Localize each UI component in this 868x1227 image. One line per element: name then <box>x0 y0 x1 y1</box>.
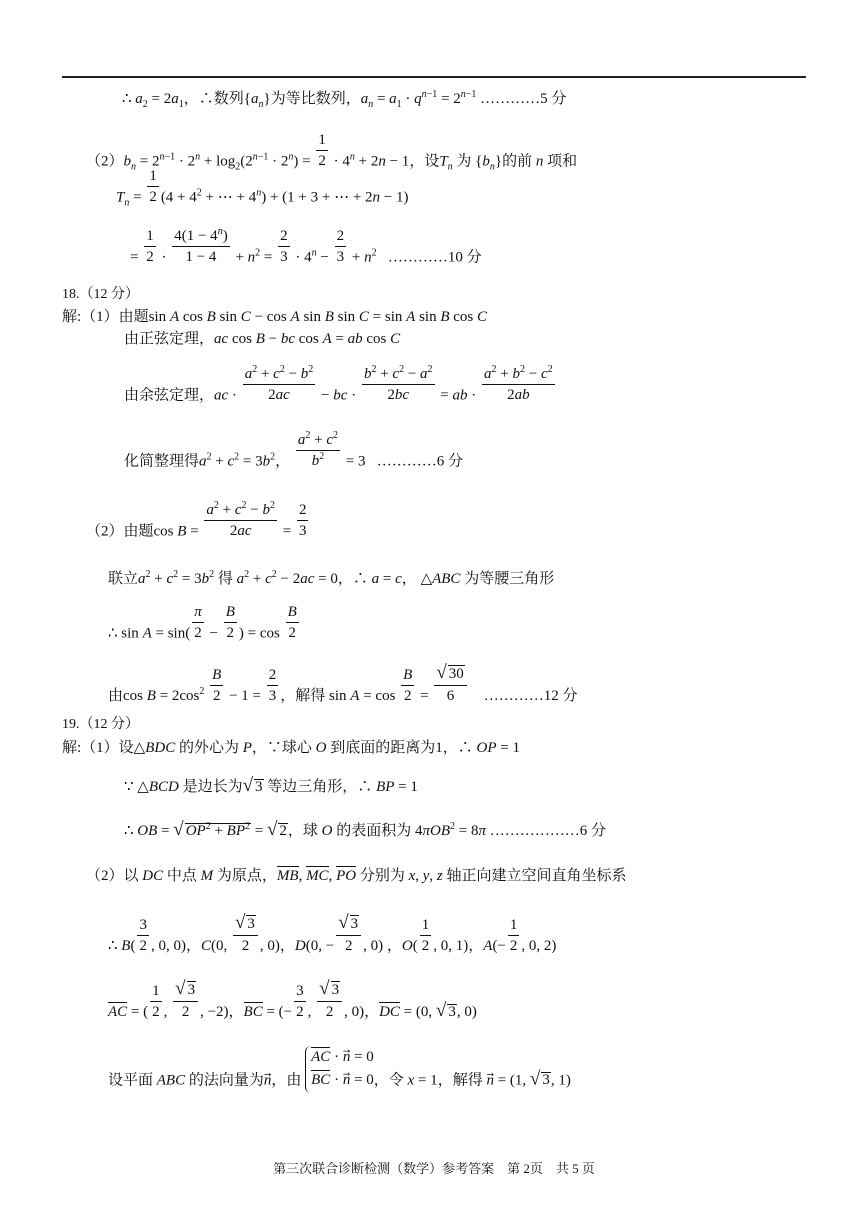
score-6: …………6 分 <box>376 453 464 470</box>
line-19-normal-vector: 设平面 ABC 的法向量为n，由 AC · n⃗ = 0 BC · n⃗ = 0，令 x = 1，解得 n⃗ = (1, √ 3, 1) <box>108 1046 571 1093</box>
line-19-equilateral: ∵ △BCD 是边长为√ 3 等边三角形，∴ BP = 1 <box>124 775 418 796</box>
line-tn-sum: $T_n$ = $\frac{1}{2}$ ($4 + 4^2$ + ⋯ + $4^n) + (1 + 3$ + ⋯ + 2n − 1) <box>116 168 409 209</box>
line-18-given: 解:（1）由题sin A cos B sin C − cos A sin B sin C = sin A sin B cos C <box>62 309 488 325</box>
line-18-isosceles: 联立$a^2 + c^2 = 3b^2$ 得 $a^2 + c^2 - 2ac = 0$，∴ a = c， △ABC 为等腰三角形 <box>108 569 555 587</box>
line-19-circumcenter: 解:（1）设△BDC 的外心为 P，∵球心 O 到底面的距离为1，∴ OP = 1 <box>62 740 521 756</box>
line-18-result: 由$\cos B = 2\cos^2$ $\frac{B}{2}$ − 1 = $\frac{2}{3}$ ，解得 sin A = cos $\frac{B}{2}$ = $\frac{√ 30}{6}$ …………12 分 <box>108 662 578 704</box>
page-footer: 第三次联合诊断检测（数学）参考答案 第 2页 共 5 页 <box>273 1161 595 1176</box>
line-geometric-sequence: ∴ $a_2 = 2a_1$，∴数列$\{a_n\}$为等比数列，$a_n = a_1 \cdot q^{n-1} = 2^{n-1}$ …………5 分 <box>122 89 567 110</box>
header-rule <box>62 76 806 78</box>
question-18-heading: 18.（12 分） <box>62 287 139 302</box>
question-19-heading: 19.（12 分） <box>62 717 139 732</box>
line-18-cosine-law: 由余弦定理，ac · $\frac{a^2 + c^2 - b^2}{2ac}$ − bc · $\frac{b^2 + c^2 - a^2}{2bc}$ = ab · $\frac{a^2 + b^2 - c^2}{2ab}$ <box>124 364 553 404</box>
line-19-points: ∴ B( $\frac{3}{2}$ , 0, 0)，C(0, $\frac{√ 3}{2}$ , 0)，D(0, − $\frac{√ 3}{2}$ , 0) ，O( $\frac{1}{2}$ , 0, 1)，A(− $\frac{1}{2}$ , 0, 2) <box>108 912 557 954</box>
line-tn-result: = $\frac{1}{2}$ · $\frac{4(1 - 4^n)}{1 - 4}$ + $n^2$ = $\frac{2}{3}$ · $4^n$ − $\frac{2}{3}$ + $n^2$ …………10 分 <box>130 226 482 266</box>
score-10: …………10 分 <box>387 249 482 266</box>
score-6b: ………………6 分 <box>489 823 607 839</box>
line-18-cosB: （2）由题cos B = $\frac{a^2 + c^2 - b^2}{2ac}$ = $\frac{2}{3}$ <box>86 500 307 540</box>
line-19-sphere: ∴ OB = √ $OP^2 + BP^2$ = √ 2，球 O 的表面积为 4πOB$^2$ = 8π ………………6 分 <box>124 819 607 840</box>
line-18-sinA: ∴ sin A = sin( $\frac{\pi}{2}$ − $\frac{B}{2}$ ) = cos $\frac{B}{2}$ <box>108 604 297 642</box>
score-12: …………12 分 <box>483 687 578 704</box>
line-18-sine-law: 由正弦定理，ac cos B − bc cos A = ab cos C <box>124 331 401 347</box>
line-18-simplify: 化简整理得$a^2 + c^2 = 3b^2$， $\frac{a^2 + c^2}{b^2}$ = 3 …………6 分 <box>124 430 464 470</box>
score-5: …………5 分 <box>480 91 567 107</box>
line-19-vectors: AC = ( $\frac{1}{2}$ , $\frac{√ 3}{2}$ , −2)，BC = (− $\frac{3}{2}$ , $\frac{√ 3}{2}$ , 0)，DC = (0, √ 3, 0) <box>108 978 477 1021</box>
line-19-coordinates: （2）以 DC 中点 M 为原点，MB, MC, PO 分别为 x, y, z 轴正向建立空间直角坐标系 <box>86 868 627 884</box>
line-bn-definition: $(2)b_n = 2^{n-1} \cdot 2^n + \log_2(2^{n-1} \cdot 2^n)$ = $\frac{1}{2}$ · $4^n + 2n - 1$，设$T_n$ 为 $\{b_n\}$的前 n 项和 <box>86 132 578 173</box>
